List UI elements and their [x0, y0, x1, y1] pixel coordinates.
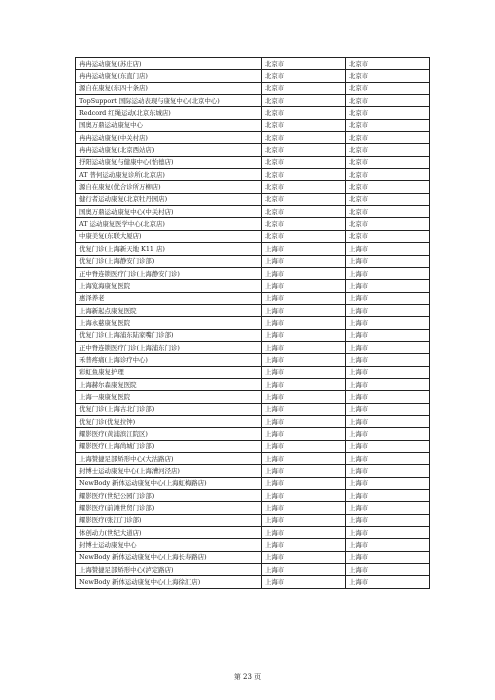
province-cell: 上海市: [262, 366, 346, 378]
clinic-name-cell: 冉冉运动康复(中关村店): [76, 132, 262, 144]
clinic-name-cell: 国奥万鼎运动康复中心: [76, 119, 262, 131]
city-cell: 上海市: [346, 551, 430, 563]
clinic-name-cell: 优复门诊(优复拉钟): [76, 415, 262, 427]
table-row: [76, 58, 430, 70]
city-cell: 上海市: [346, 527, 430, 539]
table-row: [76, 156, 430, 168]
table-row: [76, 317, 430, 329]
city-cell: 上海市: [346, 267, 430, 279]
clinic-name-cell: 耀影医疗(前滩世贸门诊部): [76, 502, 262, 514]
clinic-name-cell: 冉冉运动康复(苏庄店): [76, 58, 262, 70]
clinic-name-cell: NewBody 新体运动康复中心(上海徐汇店): [76, 576, 262, 588]
clinic-name-cell: 抒阳运动康复与健康中心(怡德店): [76, 156, 262, 168]
clinic-name-cell: 上海赞捷足部矫形中心(泸定路店): [76, 564, 262, 576]
province-cell: 上海市: [262, 453, 346, 465]
table-row: [76, 527, 430, 539]
province-cell: 北京市: [262, 156, 346, 168]
table-row: [76, 181, 430, 193]
clinic-name-cell: 优复门诊(上海静安门诊部): [76, 255, 262, 267]
province-cell: 上海市: [262, 378, 346, 390]
province-cell: 北京市: [262, 144, 346, 156]
table-row: [76, 354, 430, 366]
clinic-name-cell: TopSupport 国际运动表现与康复中心(北京中心): [76, 95, 262, 107]
page-number: 第 23 页: [233, 673, 262, 681]
table-row: [76, 82, 430, 94]
clinic-name-cell: 正中脊连锁医疗门诊(上海静安门诊): [76, 267, 262, 279]
table-row: [76, 304, 430, 316]
table-row: [76, 415, 430, 427]
province-cell: 上海市: [262, 243, 346, 255]
clinic-name-cell: 上海览海康复医院: [76, 280, 262, 292]
clinic-name-cell: 中康美复(东联大厦店): [76, 230, 262, 242]
province-cell: 上海市: [262, 576, 346, 588]
province-cell: 北京市: [262, 58, 346, 70]
table-row: [76, 551, 430, 563]
city-cell: 上海市: [346, 366, 430, 378]
province-cell: 上海市: [262, 267, 346, 279]
clinic-name-cell: 上海一康康复医院: [76, 391, 262, 403]
table-row: [76, 329, 430, 341]
clinic-name-cell: 耀影医疗(世纪公园门诊部): [76, 490, 262, 502]
province-cell: 上海市: [262, 551, 346, 563]
province-cell: 上海市: [262, 527, 346, 539]
clinic-name-cell: 国奥万鼎运动康复中心(中关村店): [76, 206, 262, 218]
province-cell: 上海市: [262, 477, 346, 489]
table-row: [76, 440, 430, 452]
table-row: [76, 169, 430, 181]
province-cell: 上海市: [262, 440, 346, 452]
city-cell: 上海市: [346, 354, 430, 366]
table-row: [76, 564, 430, 576]
province-cell: 上海市: [262, 539, 346, 551]
city-cell: 上海市: [346, 415, 430, 427]
city-cell: 上海市: [346, 317, 430, 329]
clinic-name-cell: 优复门诊(上海新天地 K11 店): [76, 243, 262, 255]
table-row: [76, 280, 430, 292]
clinic-name-cell: 源自在康复(东四十条店): [76, 82, 262, 94]
table-row: [76, 243, 430, 255]
province-cell: 北京市: [262, 70, 346, 82]
province-cell: 北京市: [262, 169, 346, 181]
clinic-table: [75, 57, 430, 589]
clinic-name-cell: 正中脊连锁医疗门诊(上海浦东门诊): [76, 341, 262, 353]
table-row: [76, 502, 430, 514]
table-row: [76, 539, 430, 551]
city-cell: 北京市: [346, 230, 430, 242]
city-cell: 上海市: [346, 255, 430, 267]
city-cell: 上海市: [346, 428, 430, 440]
table-row: [76, 267, 430, 279]
city-cell: 上海市: [346, 502, 430, 514]
city-cell: 上海市: [346, 280, 430, 292]
province-cell: 上海市: [262, 428, 346, 440]
city-cell: 上海市: [346, 514, 430, 526]
city-cell: 北京市: [346, 206, 430, 218]
city-cell: 上海市: [346, 490, 430, 502]
province-cell: 上海市: [262, 403, 346, 415]
table-row: [76, 341, 430, 353]
clinic-name-cell: 封博士运动康复中心(上海漕河泾店): [76, 465, 262, 477]
table-row: [76, 206, 430, 218]
province-cell: 上海市: [262, 391, 346, 403]
clinic-name-cell: 冉冉运动康复(东直门店): [76, 70, 262, 82]
clinic-name-cell: 耀影医疗(张江门诊部): [76, 514, 262, 526]
table-row: [76, 477, 430, 489]
table-row: [76, 107, 430, 119]
province-cell: 上海市: [262, 465, 346, 477]
clinic-name-cell: NewBody 新体运动康复中心(上海虹梅路店): [76, 477, 262, 489]
clinic-name-cell: 上海永慈康复医院: [76, 317, 262, 329]
province-cell: 上海市: [262, 280, 346, 292]
province-cell: 上海市: [262, 564, 346, 576]
province-cell: 上海市: [262, 329, 346, 341]
city-cell: 北京市: [346, 70, 430, 82]
province-cell: 北京市: [262, 132, 346, 144]
city-cell: 上海市: [346, 243, 430, 255]
city-cell: 上海市: [346, 391, 430, 403]
city-cell: 北京市: [346, 193, 430, 205]
table-row: [76, 403, 430, 415]
city-cell: 上海市: [346, 465, 430, 477]
clinic-name-cell: AT 运动康复医学中心(北京店): [76, 218, 262, 230]
city-cell: 上海市: [346, 477, 430, 489]
clinic-name-cell: 彩虹鱼康复护理: [76, 366, 262, 378]
table-row: [76, 132, 430, 144]
clinic-name-cell: 源自在康复(优合诊所万柳店): [76, 181, 262, 193]
clinic-name-cell: 冉冉运动康复(北京西站店): [76, 144, 262, 156]
city-cell: 上海市: [346, 341, 430, 353]
province-cell: 上海市: [262, 502, 346, 514]
table-row: [76, 144, 430, 156]
table-row: [76, 119, 430, 131]
table-row: [76, 465, 430, 477]
province-cell: 上海市: [262, 255, 346, 267]
clinic-name-cell: 上海新起点康复医院: [76, 304, 262, 316]
table-row: [76, 218, 430, 230]
city-cell: 北京市: [346, 169, 430, 181]
table-row: [76, 391, 430, 403]
clinic-table-body: [76, 58, 430, 589]
city-cell: 上海市: [346, 292, 430, 304]
city-cell: 北京市: [346, 58, 430, 70]
city-cell: 上海市: [346, 453, 430, 465]
table-row: [76, 490, 430, 502]
clinic-name-cell: AT 普何运动康复诊所(北京店): [76, 169, 262, 181]
city-cell: 北京市: [346, 144, 430, 156]
city-cell: 北京市: [346, 181, 430, 193]
table-row: [76, 514, 430, 526]
city-cell: 上海市: [346, 304, 430, 316]
city-cell: 上海市: [346, 403, 430, 415]
city-cell: 上海市: [346, 539, 430, 551]
clinic-name-cell: 耀影医疗(黄浦滨江院区): [76, 428, 262, 440]
clinic-name-cell: 封博士运动康复中心: [76, 539, 262, 551]
province-cell: 北京市: [262, 193, 346, 205]
city-cell: 北京市: [346, 156, 430, 168]
clinic-name-cell: 健行者运动康复(北京牡丹园店): [76, 193, 262, 205]
table-row: [76, 453, 430, 465]
province-cell: 北京市: [262, 95, 346, 107]
province-cell: 北京市: [262, 230, 346, 242]
province-cell: 上海市: [262, 304, 346, 316]
province-cell: 北京市: [262, 107, 346, 119]
city-cell: 上海市: [346, 329, 430, 341]
province-cell: 北京市: [262, 119, 346, 131]
table-row: [76, 292, 430, 304]
province-cell: 上海市: [262, 317, 346, 329]
clinic-name-cell: 禾普疼痛(上海诊疗中心): [76, 354, 262, 366]
clinic-name-cell: 惠泽养老: [76, 292, 262, 304]
table-row: [76, 428, 430, 440]
table-row: [76, 576, 430, 588]
clinic-name-cell: Redcord 红绳运动(北京东城店): [76, 107, 262, 119]
province-cell: 北京市: [262, 82, 346, 94]
table-row: [76, 255, 430, 267]
clinic-name-cell: 耀影医疗(上海尚城门诊部): [76, 440, 262, 452]
city-cell: 北京市: [346, 95, 430, 107]
table-row: [76, 70, 430, 82]
province-cell: 上海市: [262, 341, 346, 353]
province-cell: 上海市: [262, 490, 346, 502]
table-row: [76, 366, 430, 378]
province-cell: 北京市: [262, 206, 346, 218]
clinic-name-cell: NewBody 新体运动康复中心(上海长寿路店): [76, 551, 262, 563]
province-cell: 北京市: [262, 181, 346, 193]
clinic-name-cell: 体创动力(世纪大道店): [76, 527, 262, 539]
city-cell: 上海市: [346, 378, 430, 390]
city-cell: 北京市: [346, 107, 430, 119]
table-row: [76, 193, 430, 205]
city-cell: 北京市: [346, 82, 430, 94]
clinic-name-cell: 优复门诊(上海古北门诊部): [76, 403, 262, 415]
table-row: [76, 378, 430, 390]
clinic-name-cell: 上海赞捷足部矫形中心(大沽路店): [76, 453, 262, 465]
city-cell: 上海市: [346, 564, 430, 576]
city-cell: 北京市: [346, 132, 430, 144]
province-cell: 北京市: [262, 218, 346, 230]
city-cell: 北京市: [346, 218, 430, 230]
table-row: [76, 95, 430, 107]
clinic-name-cell: 优复门诊(上海浦东陆家嘴门诊部): [76, 329, 262, 341]
table-row: [76, 230, 430, 242]
clinic-name-cell: 上海赫尔森康复医院: [76, 378, 262, 390]
province-cell: 上海市: [262, 354, 346, 366]
city-cell: 北京市: [346, 119, 430, 131]
city-cell: 上海市: [346, 576, 430, 588]
province-cell: 上海市: [262, 415, 346, 427]
city-cell: 上海市: [346, 440, 430, 452]
province-cell: 上海市: [262, 292, 346, 304]
province-cell: 上海市: [262, 514, 346, 526]
